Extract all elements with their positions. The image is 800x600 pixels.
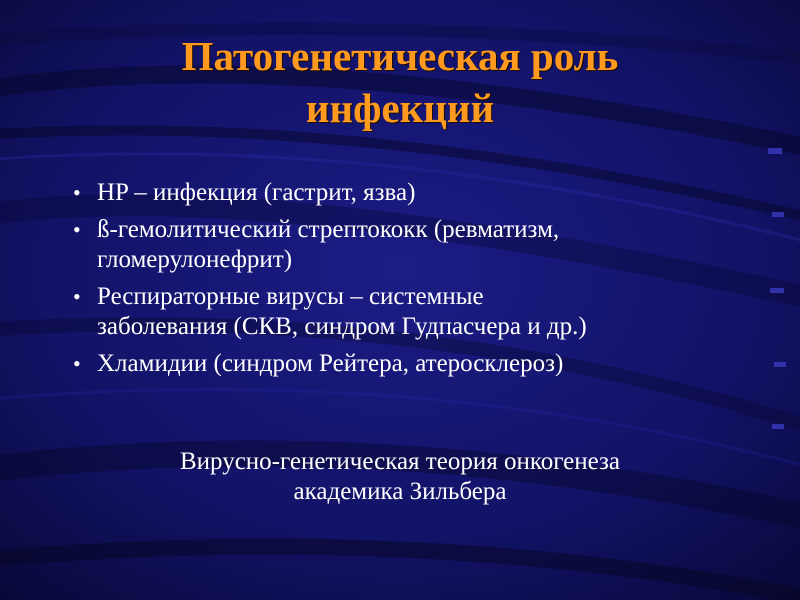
bullet-dot-icon: • bbox=[73, 284, 81, 309]
title-line-2: инфекций bbox=[305, 85, 495, 131]
bullet-dot-icon: • bbox=[73, 217, 81, 242]
footer-line-2: академика Зильбера bbox=[293, 478, 507, 505]
footer-note bbox=[40, 447, 760, 507]
bullet-item-chlamydia bbox=[70, 349, 730, 379]
bullet-item-respiratory-viruses bbox=[70, 282, 730, 342]
bullet-text: ß-гемолитический стрептококк (ревматизм, bbox=[97, 216, 560, 243]
title-line-1: Патогенетическая роль bbox=[181, 33, 619, 79]
bullet-text-continued: гломерулонефрит) bbox=[97, 246, 293, 273]
bullet-text: Респираторные вирусы – системные bbox=[97, 283, 484, 310]
bullet-text-continued: заболевания (СКВ, синдром Гудпасчера и др.) bbox=[97, 313, 587, 340]
footer-line-1: Вирусно-генетическая теория онкогенеза bbox=[179, 448, 620, 475]
bullet-text: Хламидии (синдром Рейтера, атеросклероз) bbox=[97, 350, 564, 377]
bullet-item-hp bbox=[70, 178, 730, 208]
bullet-text: HP – инфекция (гастрит, язва) bbox=[97, 179, 416, 206]
bullet-item-streptococcus bbox=[70, 215, 730, 275]
bullet-list bbox=[70, 178, 730, 386]
bullet-dot-icon: • bbox=[73, 351, 81, 376]
slide-title bbox=[40, 30, 760, 134]
bullet-dot-icon: • bbox=[73, 180, 81, 205]
